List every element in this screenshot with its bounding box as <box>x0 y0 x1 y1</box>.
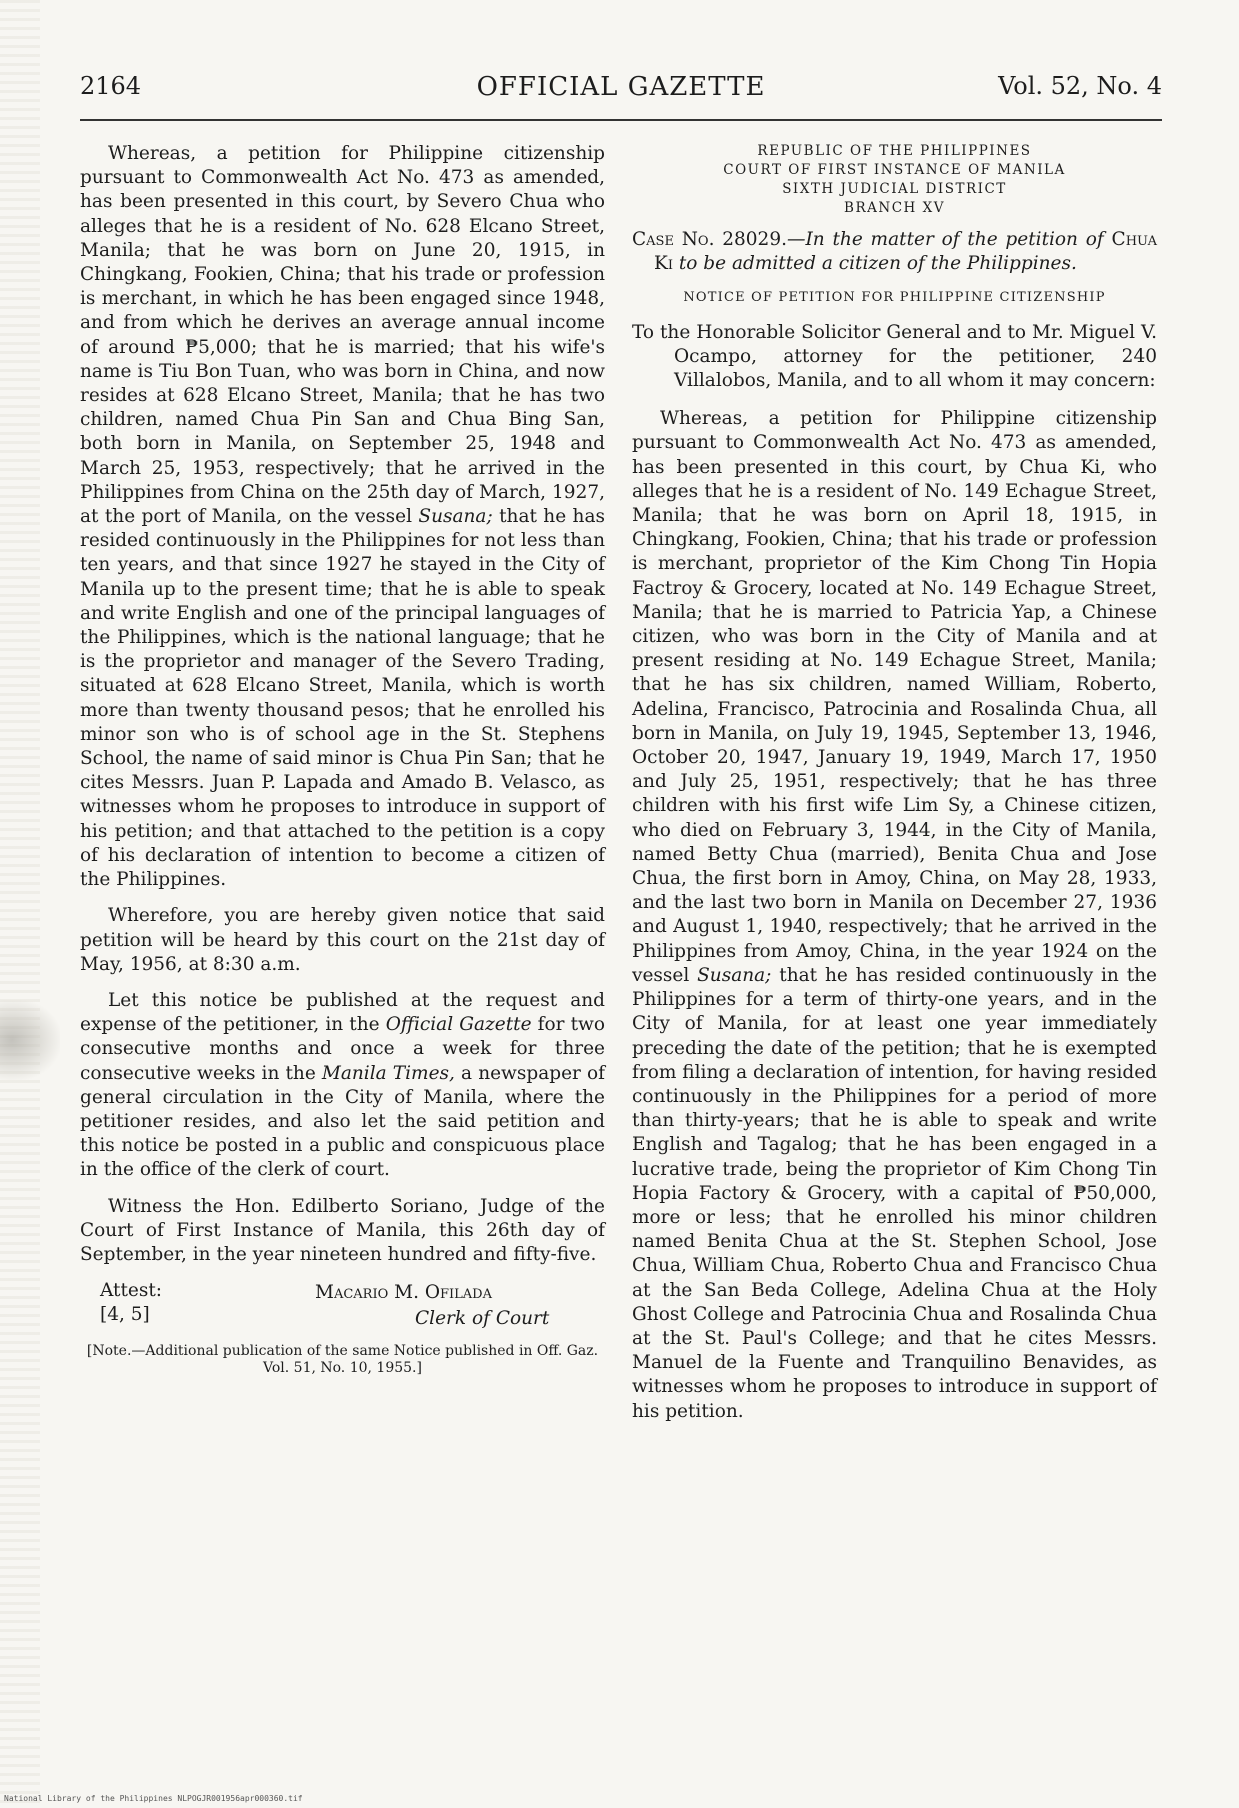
addressee-paragraph: To the Honorable Solicitor General and to Mr. Miguel V. Ocampo, attorney for the petitioner, 240 Villalobos, Manila, and to all whom it may concern: <box>632 321 1157 392</box>
court-heading <box>632 142 1157 218</box>
left-column <box>80 142 605 1377</box>
paragraph-text: Let this notice be published at the request and expense of the petitioner, in the <box>80 989 605 1036</box>
court-line: REPUBLIC OF THE PHILIPPINES <box>757 143 1032 159</box>
scan-edge <box>0 0 40 1808</box>
volume-number: Vol. 52, No. 4 <box>998 72 1162 100</box>
case-text: —In the matter of the petition of <box>786 229 1104 250</box>
paragraph-text: Whereas, a petition for Philippine citizenship pursuant to Commonwealth Act No. 473 as amended, has been presented in this court, by Severo Chua who alleges that he is a resident of No. 628 Elcano Street, Manila; that he was born on June 20, 1915, in Chingkang, Fookien, China; that his trade or profession is merchant, in which he has been engaged since 1948, and from which he derives an average annual income of around ₱5,000; that he is married; that his wife's name is Tiu Bon Tuan, who was born in China, and now resides at 628 Elcano Street, Manila; that he has two children, named Chua Pin San and Chua Bing San, both born in Manila, on September 25, 1948 and March 25, 1953, respectively; that he arrived in the Philippines from China on the 25th day of March, 1927, at the port of Manila, on the vessel <box>80 143 605 528</box>
severo-chua-petition-paragraph <box>80 142 605 892</box>
paragraph-text: for two consecutive months and once a week for three consecutive weeks in the <box>80 1014 606 1084</box>
attestation <box>80 1279 605 1335</box>
chua-ki-petition-paragraph <box>632 407 1157 1424</box>
signatory-name: Macario M. Ofilada <box>315 1282 492 1304</box>
vessel-name: Susana; <box>418 506 493 528</box>
paragraph-text: that he has resided continuously in the Philippines for not less than ten years, and that since 1927 he stayed in the City of Manila up to the present time; that he is able to speak and write English and one of the principal languages of the Philippines, which is the national language; that he is the proprietor and manager of the Severo Trading, situated at 628 Elcano Street, Manila, which is worth more than twenty thousand pesos; that he enrolled his minor son who is of school age in the St. Stephens School, the name of said minor is Chua Pin San; that he cites Messrs. Juan P. Lapada and Amado B. Velasco, as witnesses whom he proposes to introduce in support of his petition; and that attached to the petition is a copy of his declaration of intention to become a citizen of the Philippines. <box>80 506 605 891</box>
newspaper-name: Manila Times, <box>321 1062 455 1084</box>
page-header <box>80 72 1162 112</box>
header-rule <box>80 119 1162 121</box>
court-line: BRANCH XV <box>844 200 945 216</box>
paragraph-text: a newspaper of general circulation in the City of Manila, where the petitioner resides, and also let the said petition and this notice be posted in a public and conspicuous place in the office of the clerk of court. <box>80 1062 605 1181</box>
paragraph-text: that he has resided continuously in the Philippines for a term of thirty-one years, and in the City of Manila, for at least one year immediately preceding the date of the petition; that he is exempted from filing a declaration of intention, for having resided continuously in the Philippines for a period of more than thirty-years; that he is able to speak and write English and Tagalog; that he has been engaged in a lucrative trade, being the proprietor of Kim Chong Tin Hopia Factory & Grocery, with a capital of ₱50,000, more or less; that he enrolled his minor children named Benita Chua at the St. Stephen School, Jose Chua, William Chua, Roberto Chua and Francisco Chua at the San Beda College, Adelina Chua at the Holy Ghost College and Patrocinia Chua and Rosalinda Chua at the St. Paul's College; and that he cites Messrs. Manuel de la Fuente and Tranquilino Benavides, as witnesses whom he proposes to introduce in support of his petition. <box>632 964 1157 1422</box>
case-number: Case No. 28029. <box>632 229 787 250</box>
hearing-notice-paragraph: Wherefore, you are hereby given notice that said petition will be heard by this court on the 21st day of May, 1956, at 8:30 a.m. <box>80 905 605 975</box>
publication-title: OFFICIAL GAZETTE <box>476 72 766 102</box>
court-line: COURT OF FIRST INSTANCE OF MANILA <box>723 162 1066 178</box>
witness-paragraph: Witness the Hon. Edilberto Soriano, Judge of the Court of First Instance of Manila, this 26th day of September, in the year nineteen hundred and fifty-five. <box>80 1195 605 1265</box>
gazette-name: Official Gazette <box>385 1014 532 1036</box>
case-title <box>632 228 1157 276</box>
attest-label: Attest: <box>100 1280 163 1302</box>
signatory-title: Clerk of Court <box>415 1308 550 1330</box>
issue-reference: [4, 5] <box>100 1304 150 1326</box>
page-number: 2164 <box>80 72 142 100</box>
paragraph-text: Whereas, a petition for Philippine citizenship pursuant to Commonwealth Act No. 473 as amended, has been presented in this court, by Chua Ki, who alleges that he is a resident of No. 149 Echague Street, Manila; that he was born on April 18, 1915, in Chingkang, Fookien, China; that his trade or profession is merchant, proprietor of the Kim Chong Tin Hopia Factroy & Grocery, located at No. 149 Echague Street, Manila; that he is married to Patricia Yap, a Chinese citizen, who was born in the City of Manila and at present residing at No. 149 Echague Street, Manila; that he has six children, named William, Roberto, Adelina, Francisco, Patrocinia and Rosalinda Chua, all born in Manila, on July 19, 1945, September 13, 1946, October 20, 1947, January 19, 1949, March 17, 1950 and July 25, 1951, respectively; that he has three children with his first wife Lim Sy, a Chinese citizen, who died on February 3, 1944, in the City of Manila, named Betty Chua (married), Benita Chua and Jose Chua, the first born in Amoy, China, on May 28, 1933, and the last two born in Manila on December 27, 1936 and August 1, 1940, respectively; that he arrived in the Philippines from Amoy, China, in the year 1924 on the vessel <box>632 408 1157 986</box>
publication-paragraph <box>80 989 605 1183</box>
case-text: to be admitted a citizen of the Philippines. <box>678 253 1077 275</box>
court-line: SIXTH JUDICIAL DISTRICT <box>782 181 1007 197</box>
vessel-name: Susana; <box>697 964 772 986</box>
publication-note: [Note.—Additional publication of the same Notice published in Off. Gaz. Vol. 51, No. 10, 1955.] <box>86 1343 599 1377</box>
notice-title: NOTICE OF PETITION FOR PHILIPPINE CITIZENSHIP <box>683 290 1106 306</box>
scan-smudge <box>0 1000 60 1080</box>
right-column <box>632 142 1157 1436</box>
petitioner-name: Chua Ki <box>654 229 1157 275</box>
scan-footer: National Library of the Philippines NLPOGJR001956apr000360.tif <box>4 1794 303 1803</box>
